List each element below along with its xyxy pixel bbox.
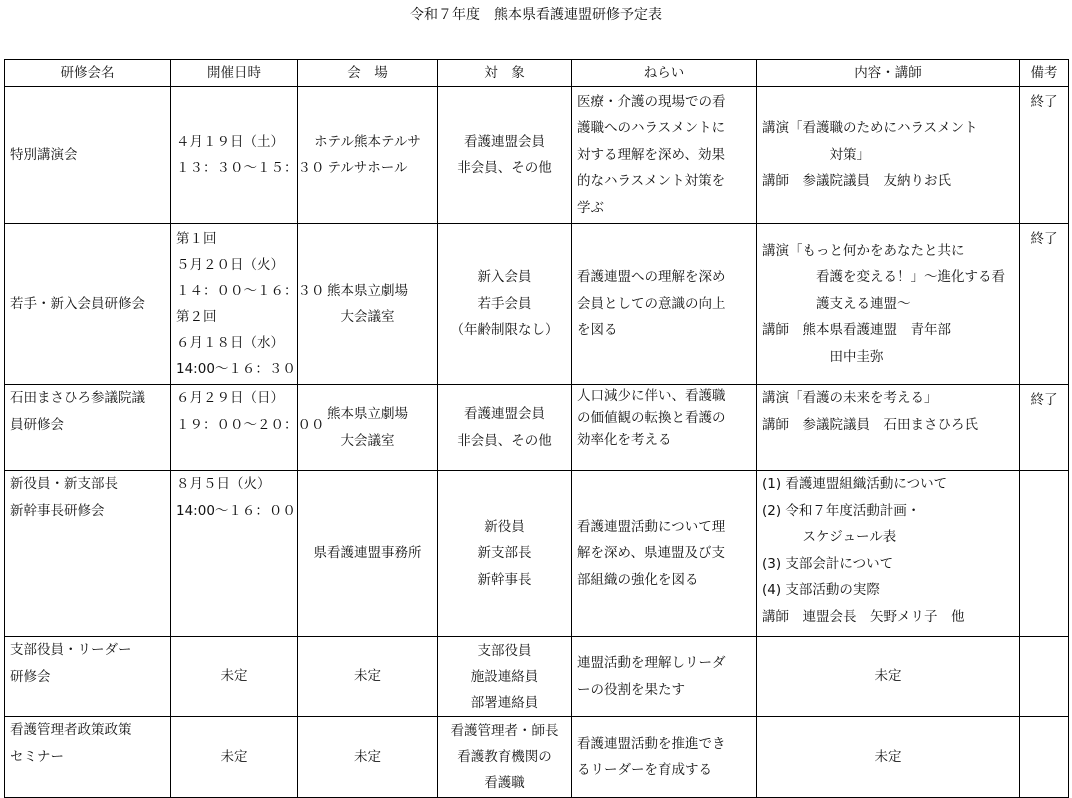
cell-line: 学ぶ	[577, 199, 604, 216]
venue-cell	[298, 637, 438, 717]
target-cell	[438, 637, 572, 717]
cell-line: 看護職	[484, 775, 525, 791]
table-row	[5, 717, 1069, 798]
table-row	[5, 637, 1069, 717]
header-venue: 会 場	[298, 60, 438, 87]
aim-cell	[572, 87, 757, 224]
cell-line: 新入会員	[477, 269, 532, 286]
cell-line: 施設連絡員	[470, 668, 539, 685]
cell-line: ８月５日（火）	[176, 476, 271, 492]
cell-line: 会員としての意識の向上	[577, 295, 726, 312]
note-cell	[1020, 385, 1069, 471]
cell-line: 若手会員	[477, 295, 532, 312]
target-cell	[438, 385, 572, 471]
note-cell	[1020, 471, 1069, 637]
cell-line: １３：３０〜１５：３０	[176, 160, 325, 176]
cell-line: 連盟活動を理解しリーダ	[577, 655, 726, 671]
datetime-cell	[171, 87, 325, 224]
header-note: 備考	[1020, 60, 1069, 87]
cell-line: 講演「もっと何かをあなたと共に	[762, 242, 965, 259]
cell-line: 的なハラスメント対策を	[577, 173, 726, 190]
cell-line: 護職へのハラスメントに	[577, 120, 726, 137]
note-cell	[1020, 224, 1069, 385]
header-row	[5, 60, 1069, 87]
cell-line: 大会議室	[340, 309, 395, 325]
cell-line: 熊本県立劇場	[327, 282, 408, 299]
training-name-cell	[5, 471, 171, 637]
content-cell	[757, 87, 1020, 224]
venue-cell	[298, 87, 438, 224]
cell-line: 講演「看護職のためにハラスメント	[762, 120, 978, 137]
cell-line: を図る	[577, 322, 618, 339]
cell-line: 看護連盟活動について理	[577, 518, 726, 535]
datetime-cell	[171, 471, 298, 637]
cell-line: 人口減少に伴い、看護職	[577, 388, 726, 404]
cell-line	[1025, 475, 1063, 497]
cell-line: 第２回	[176, 309, 217, 325]
table-row	[5, 385, 1069, 471]
datetime-cell	[171, 385, 325, 471]
cell-line: 非会員、その他	[457, 432, 552, 449]
cell-line: 研修会	[10, 668, 51, 685]
cell-line: 未定	[220, 668, 248, 685]
training-name-cell	[5, 717, 171, 798]
cell-line: 医療・介護の現場での看	[577, 93, 726, 110]
training-schedule-table	[4, 59, 1069, 798]
cell-line: の価値観の転換と看護の	[577, 410, 726, 426]
cell-line: 講師 連盟会長 矢野メリ子 他	[762, 608, 965, 625]
table-row	[5, 224, 1069, 385]
cell-line: 新支部長	[477, 545, 532, 562]
aim-cell	[572, 637, 757, 717]
cell-line: (4) 支部活動の実際	[762, 582, 880, 598]
aim-cell	[572, 224, 757, 385]
cell-line: 未定	[874, 668, 902, 685]
cell-line: 終了	[1030, 231, 1058, 247]
cell-line: テルサホール	[327, 160, 408, 176]
cell-line: 非会員、その他	[457, 160, 552, 176]
cell-line: 看護管理者・師長	[450, 723, 559, 739]
cell-line: 新役員・新支部長	[10, 476, 118, 492]
cell-line: (2) 令和７年度活動計画・	[762, 502, 921, 519]
cell-line: (1) 看護連盟組織活動について	[762, 476, 948, 492]
header-content-lecturer: 内容・講師	[757, 60, 1020, 87]
cell-line: 解を深め、県連盟及び支	[577, 545, 725, 562]
table-row	[5, 471, 1069, 637]
cell-line: 14:00〜１６：３０	[176, 361, 296, 377]
target-cell	[438, 471, 572, 637]
cell-line: 看護管理者政策政策	[10, 722, 132, 738]
note-cell	[1020, 87, 1069, 224]
header-aim: ねらい	[572, 60, 757, 87]
cell-line: (3) 支部会計について	[762, 555, 894, 572]
cell-line: 新幹事長	[477, 571, 532, 588]
cell-line: 新役員	[484, 518, 525, 535]
cell-line: 石田まさひろ参議院議	[10, 390, 145, 406]
training-name-cell	[5, 87, 171, 224]
target-cell	[438, 224, 572, 385]
cell-line: スケジュール表	[802, 529, 897, 545]
cell-line: 終了	[1030, 392, 1058, 408]
datetime-cell	[171, 717, 298, 798]
venue-cell	[298, 224, 438, 385]
cell-line: 看護連盟会員	[464, 406, 545, 422]
datetime-cell	[171, 637, 298, 717]
header-target: 対 象	[438, 60, 572, 87]
venue-cell	[298, 471, 438, 637]
cell-line: セミナー	[10, 748, 64, 765]
cell-line: 対する理解を深め、効果	[577, 146, 725, 163]
cell-line: １９：００〜２０：００	[176, 416, 325, 433]
aim-cell	[572, 385, 757, 471]
cell-line: 講師 熊本県看護連盟 青年部	[762, 322, 951, 339]
document-title: 令和７年度 熊本県看護連盟研修予定表	[410, 7, 662, 23]
cell-line: 員研修会	[10, 416, 64, 433]
cell-line: 看護を変える！」〜進化する看	[816, 269, 1005, 286]
cell-line: 支部役員	[477, 642, 532, 659]
target-cell	[438, 87, 572, 224]
header-datetime: 開催日時	[171, 60, 298, 87]
cell-line: ５月２０日（火）	[176, 257, 284, 273]
cell-line: 看護連盟への理解を深め	[577, 269, 726, 286]
cell-line: 第１回	[176, 231, 217, 247]
cell-line	[1025, 746, 1063, 768]
table-row	[5, 87, 1069, 224]
content-cell	[757, 717, 1020, 798]
cell-line: 未定	[354, 668, 381, 685]
cell-line: 支部役員・リーダー	[10, 642, 132, 658]
aim-cell	[572, 717, 757, 798]
cell-line: 若手・新入会員研修会	[10, 295, 145, 312]
cell-line: （年齢制限なし）	[450, 322, 559, 339]
cell-line: 講師 参議院議員 石田まさひろ氏	[762, 416, 978, 433]
note-cell	[1020, 637, 1069, 717]
cell-line	[1025, 666, 1063, 688]
cell-line: 講演「看護の未来を考える」	[762, 390, 938, 406]
cell-line: 部署連絡員	[470, 694, 539, 711]
cell-line: ホテル熊本テルサ	[314, 133, 421, 150]
training-name-cell	[5, 224, 171, 385]
cell-line: 終了	[1030, 94, 1058, 110]
cell-line: 新幹事長研修会	[10, 502, 105, 519]
cell-line: 特別講演会	[10, 146, 78, 163]
content-cell	[757, 224, 1020, 385]
training-name-cell	[5, 385, 171, 471]
cell-line: １４：００〜１６：３０	[176, 283, 325, 299]
datetime-cell	[171, 224, 325, 385]
cell-line: 大会議室	[340, 432, 395, 449]
cell-line: 看護連盟活動を推進でき	[577, 735, 726, 752]
header-training-name: 研修会名	[5, 60, 171, 87]
cell-line: 看護教育機関の	[457, 749, 552, 765]
cell-line: 部組織の強化を図る	[577, 571, 699, 588]
cell-line: 田中圭弥	[829, 348, 884, 365]
cell-line: 未定	[220, 748, 248, 765]
cell-line: 県看護連盟事務所	[313, 545, 422, 562]
cell-line: 熊本県立劇場	[327, 406, 408, 422]
cell-line: 効率化を考える	[577, 432, 672, 448]
cell-line: ーの役割を果たす	[577, 681, 685, 698]
content-cell	[757, 637, 1020, 717]
cell-line: るリーダーを育成する	[577, 762, 712, 778]
cell-line: ６月２９日（日）	[176, 390, 284, 406]
cell-line: 未定	[354, 748, 381, 765]
content-cell	[757, 471, 1020, 637]
cell-line: ６月１８日（水）	[176, 335, 284, 351]
venue-cell	[298, 717, 438, 798]
aim-cell	[572, 471, 757, 637]
cell-line: ４月１９日（土）	[176, 133, 284, 150]
cell-line: 未定	[874, 748, 902, 765]
target-cell	[438, 717, 572, 798]
training-name-cell	[5, 637, 171, 717]
cell-line: 看護連盟会員	[464, 133, 545, 150]
cell-line: 対策」	[829, 146, 870, 163]
cell-line: 14:00〜１６：００	[176, 502, 296, 519]
cell-line: 講師 参議院議員 友納りお氏	[762, 173, 951, 190]
cell-line: 護支える連盟〜	[816, 295, 911, 312]
note-cell	[1020, 717, 1069, 798]
content-cell	[757, 385, 1020, 471]
